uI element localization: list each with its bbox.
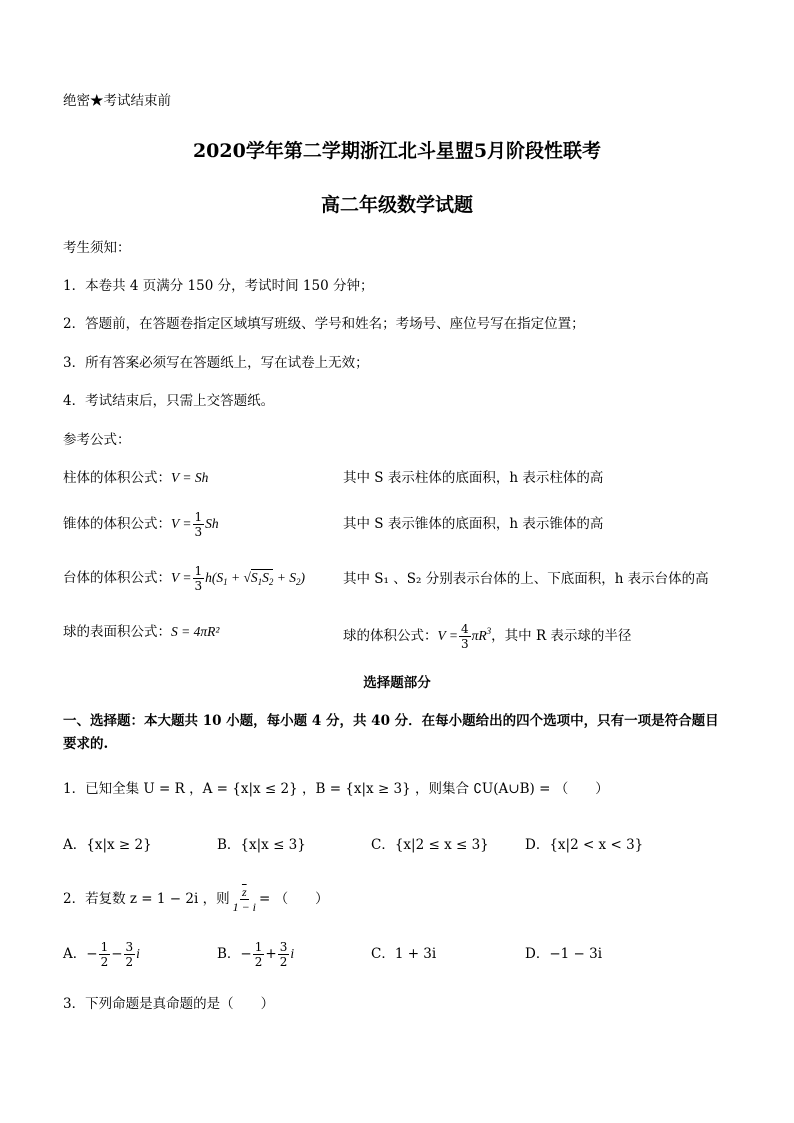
question-1-option-d: D．{x|2 < x < 3} xyxy=(525,837,644,853)
secret-mark: 绝密★考试结束前 xyxy=(63,93,171,109)
formulas-heading: 参考公式： xyxy=(63,432,131,448)
frustum-label: 台体的体积公式： xyxy=(63,570,171,586)
prism-note: 其中 S 表示柱体的底面积，h 表示柱体的高 xyxy=(343,470,604,486)
question-2-option-a: A．− $\frac{1}{2}$ − $\frac{3}{2}$ i xyxy=(63,940,140,969)
prism-label: 柱体的体积公式： xyxy=(63,470,171,486)
section-title: 选择题部分 xyxy=(363,675,431,691)
question-2-option-b: B．− $\frac{1}{2}$ + $\frac{3}{2}$ i xyxy=(217,940,295,969)
prism-formula-row xyxy=(63,469,208,487)
notice-item: 3．所有答案必须写在答题纸上，写在试卷上无效； xyxy=(63,355,369,371)
sphere-area-formula: S = 4πR² xyxy=(171,624,220,639)
cone-note: 其中 S 表示锥体的底面积，h 表示锥体的高 xyxy=(343,516,604,532)
exam-subtitle: 高二年级数学试题 xyxy=(320,194,473,216)
question-1-stem: 1．已知全集 U = R ，A = {x|x ≤ 2} ，B = {x|x ≥ 3} ，则集合 ∁U(A∪B) = （ ） xyxy=(63,781,609,797)
prism-formula: V = Sh xyxy=(171,470,209,485)
notice-item: 1．本卷共 4 页满分 150 分，考试时间 150 分钟； xyxy=(63,278,374,294)
sphere-vol-note: ，其中 R 表示球的半径 xyxy=(491,628,632,644)
cone-formula-row: 锥体的体积公式：V = $\frac{1}{3}$ Sh xyxy=(63,510,219,539)
notice-item: 2．答题前，在答题卷指定区域填写班级、学号和姓名；考场号、座位号写在指定位置； xyxy=(63,316,585,332)
question-1-option-c: C．{x|2 ≤ x ≤ 3} xyxy=(371,837,489,853)
sphere-volume-row: 球的体积公式：V = $\frac{4}{3}$ $\pi R^3$，其中 R 表示球的半径 xyxy=(343,622,632,651)
question-3-stem: 3．下列命题是真命题的是（ ） xyxy=(63,996,275,1012)
frustum-formula-row: 台体的体积公式：V = $\frac{1}{3}$ $h(S_1 + √S_1S_2 + S_2)$ xyxy=(63,564,306,593)
question-1-option-a: A．{x|x ≥ 2} xyxy=(63,837,152,853)
notice-item: 4．考试结束后，只需上交答题纸。 xyxy=(63,393,275,409)
notice-heading: 考生须知： xyxy=(63,240,131,256)
frustum-note: 其中 S₁ 、S₂ 分别表示台体的上、下底面积，h 表示台体的高 xyxy=(343,571,709,587)
section-instruction-cont: 要求的. xyxy=(63,736,109,752)
section-instruction: 一、选择题：本大题共 10 小题，每小题 4 分，共 40 分．在每小题给出的四个选项中，只有一项是符合题目 xyxy=(63,713,719,729)
sphere-vol-label: 球的体积公式： xyxy=(343,628,438,644)
question-2-stem: 2．若复数 z = 1 − 2i ，则 $\frac{\overline{z}}{1 - i}$ = （ ） xyxy=(63,885,329,914)
question-2-option-c: C．1 + 3i xyxy=(371,946,437,962)
question-2-option-d: D．−1 − 3i xyxy=(525,946,603,962)
cone-label: 锥体的体积公式： xyxy=(63,516,171,532)
exam-title: 2020学年第二学期浙江北斗星盟5月阶段性联考 xyxy=(192,140,602,162)
sphere-area-label: 球的表面积公式： xyxy=(63,624,171,640)
sphere-area-row xyxy=(63,623,219,641)
question-1-option-b: B．{x|x ≤ 3} xyxy=(217,837,306,853)
